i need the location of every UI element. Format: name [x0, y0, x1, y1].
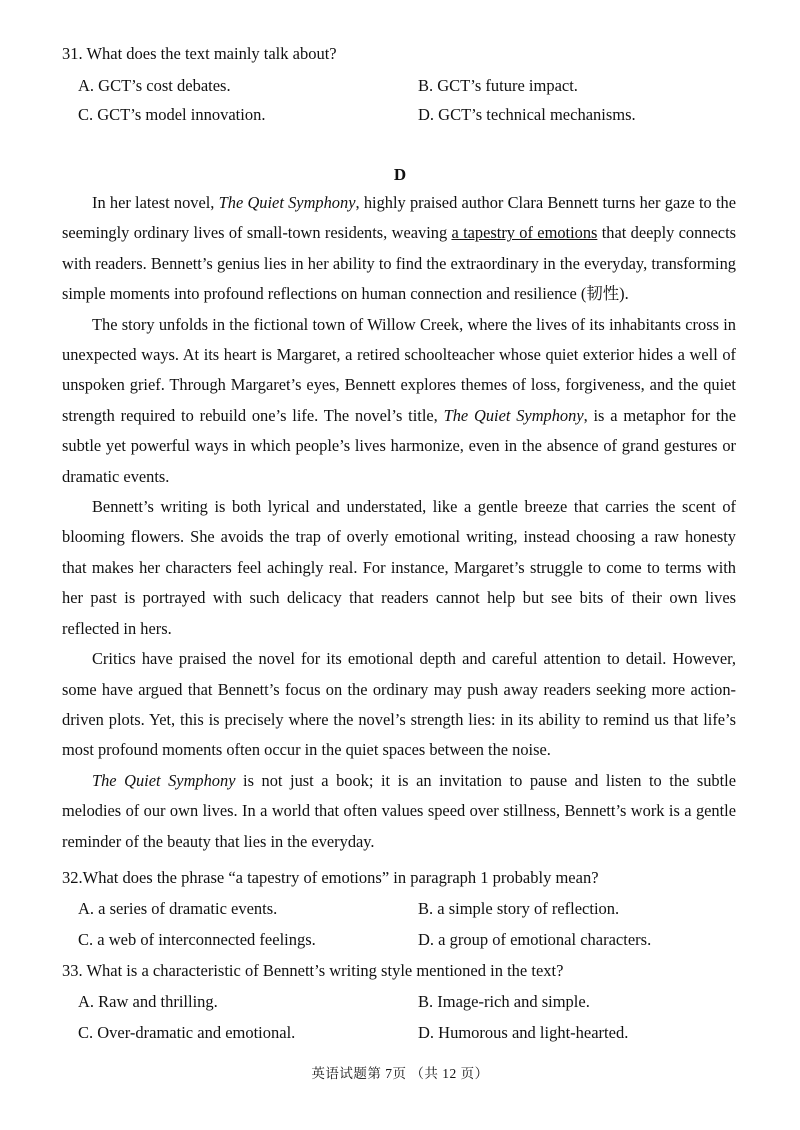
q33-option-d: D. Humorous and light-hearted. — [418, 1023, 629, 1042]
p1-text-b: , highly praised author Clara Bennett turns her gaze to the seemingly ordinary lives of small-town residents, weaving — [62, 193, 737, 243]
book-title: The Quiet Symphony — [218, 193, 356, 212]
q31-option-a: A. GCT’s cost debates. — [78, 76, 231, 95]
q33-option-c: C. Over-dramatic and emotional. — [78, 1023, 296, 1042]
q32-option-a: A. a series of dramatic events. — [78, 899, 278, 918]
passage-paragraph-4: Critics have praised the novel for its emotional depth and careful attention to detail. However, some have argued that Bennett’s focus on the ordinary may push away readers seeking more action-driven plots. Yet, this is precisely where the novel’s strength lies: in its ability to remind us that life’s most profound moments often occur in the quiet spaces between the noise. — [62, 649, 736, 760]
q31-option-b: B. GCT’s future impact. — [418, 76, 578, 95]
p2-text-b: , is a metaphor for the subtle yet powerful ways in which people’s lives harmonize, even in the absence of grand gestures or dramatic events. — [62, 405, 737, 486]
section-heading: D — [393, 165, 407, 184]
passage-paragraph-5 — [62, 766, 736, 857]
p2-text-a: The story unfolds in the fictional town of Willow Creek, where the lives of its inhabitants cross in unexpected ways. At its heart is Margaret, a retired schoolteacher whose quiet exterior hides a well of unspoken grief. Through Margaret’s eyes, Bennett explores themes of loss, forgiveness, and the quiet strength required to rebuild one’s life. The novel’s title, — [62, 314, 736, 425]
passage-paragraph-1 — [62, 188, 736, 310]
question-32-stem: 32.What does the phrase “a tapestry of emotions” in paragraph 1 probably mean? — [62, 868, 599, 887]
q33-option-b: B. Image-rich and simple. — [418, 992, 590, 1011]
q31-option-c: C. GCT’s model innovation. — [78, 105, 266, 124]
p1-text-c: that deeply connects with readers. Bennett’s genius lies in her ability to find the extraordinary in the everyday, transforming simple moments into profound reflections on human connection and resilience (韧性). — [62, 223, 736, 304]
question-33-stem: 33. What is a characteristic of Bennett’s writing style mentioned in the text? — [62, 961, 564, 980]
question-31-stem: 31. What does the text mainly talk about? — [62, 44, 337, 63]
q31-option-d: D. GCT’s technical mechanisms. — [418, 105, 636, 124]
q32-option-d: D. a group of emotional characters. — [418, 930, 652, 949]
passage-paragraph-2 — [62, 310, 736, 492]
q32-option-b: B. a simple story of reflection. — [418, 899, 620, 918]
q32-option-c: C. a web of interconnected feelings. — [78, 930, 316, 949]
book-title: The Quiet Symphony — [443, 405, 584, 425]
p1-text-a: In her latest novel, — [92, 193, 219, 212]
page-footer: 英语试题第 7页 （共 12 页） — [311, 1066, 489, 1081]
passage-paragraph-3: Bennett’s writing is both lyrical and understated, like a gentle breeze that carries the scent of blooming flowers. She avoids the trap of overly emotional writing, instead choosing a raw honesty that makes her characters feel achingly real. For instance, Margaret’s struggle to come to terms with her past is portrayed with such delicacy that readers cannot help but see bits of their own lives reflected in hers. — [62, 497, 736, 638]
q33-option-a: A. Raw and thrilling. — [78, 992, 218, 1011]
reading-passage — [62, 188, 736, 857]
underlined-phrase: a tapestry of emotions — [451, 223, 598, 243]
p5-text-a: is not just a book; it is an invitation to pause and listen to the subtle melodies of our own lives. In a world that often values speed over stillness, Bennett’s work is a gentle reminder of the beauty that lies in the everyday. — [62, 770, 736, 851]
book-title: The Quiet Symphony — [92, 770, 236, 790]
